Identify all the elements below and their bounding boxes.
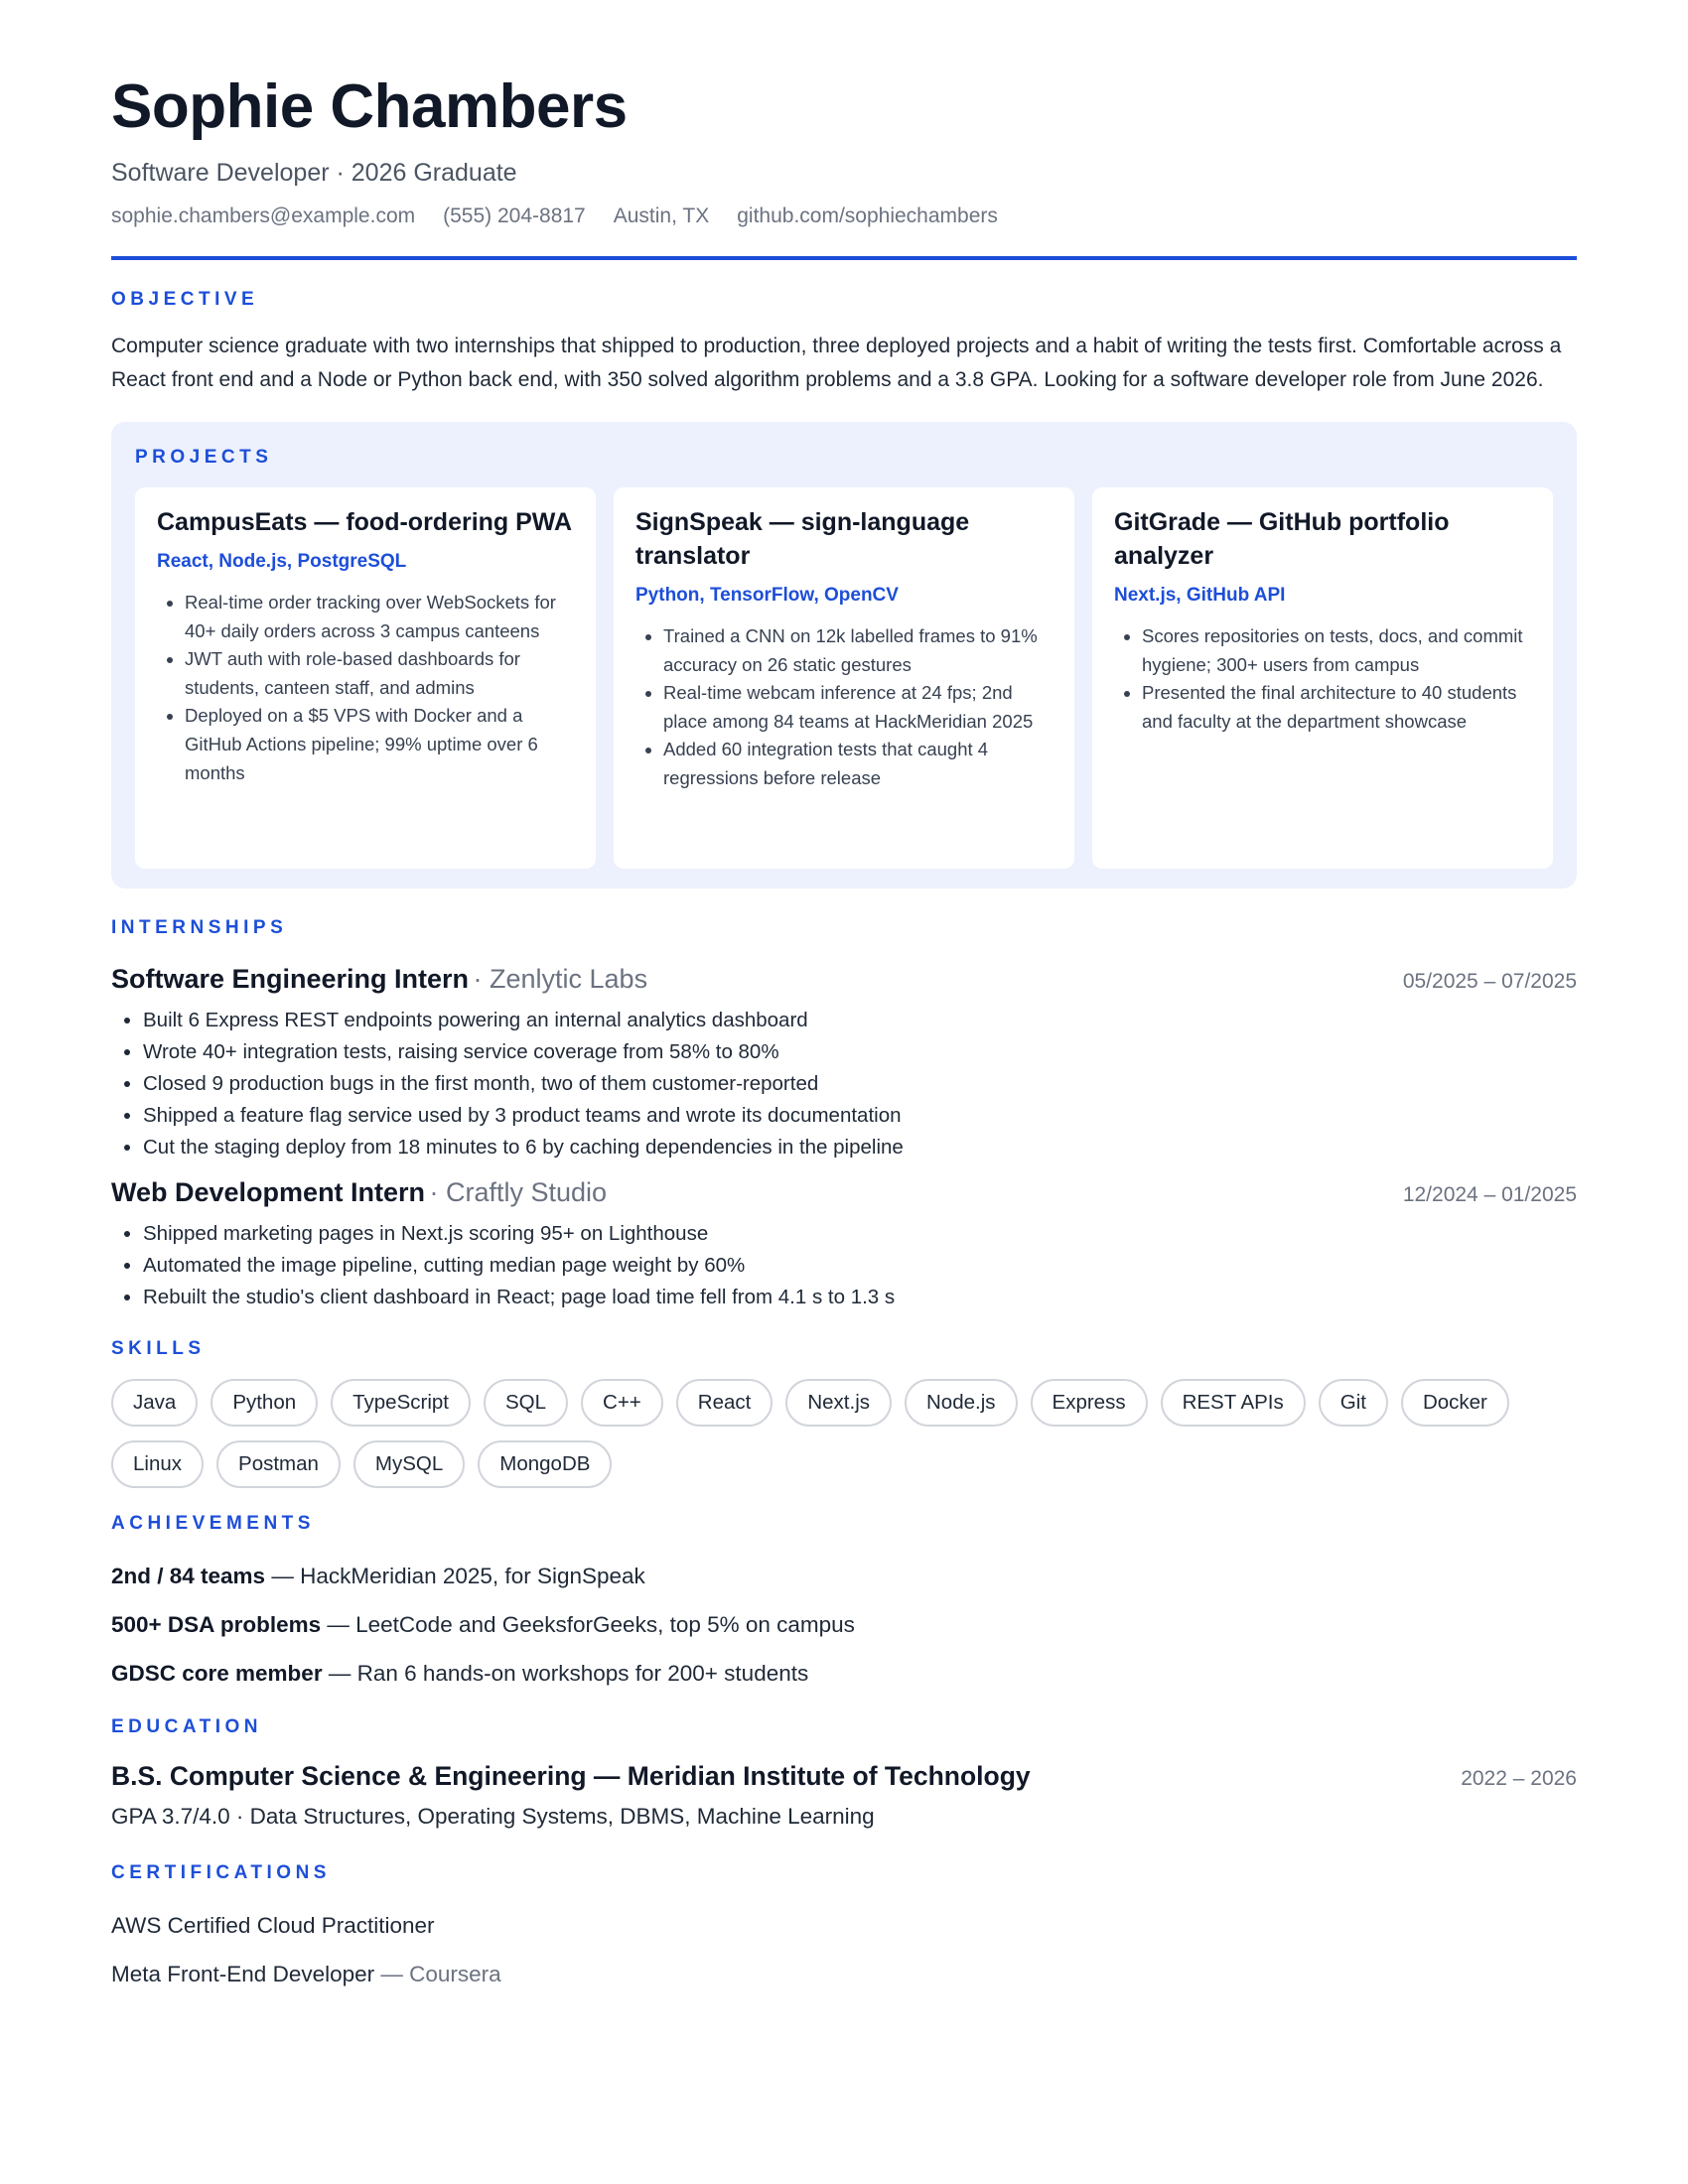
- section-title-education: EDUCATION: [111, 1716, 263, 1737]
- project-bullet: • JWT auth with role-based dashboards for students, canteen staff, and admins: [185, 645, 574, 702]
- project-bullet: • Added 60 integration tests that caught 4 regressions before release: [663, 736, 1053, 792]
- skill-chip: TypeScript: [331, 1379, 471, 1427]
- education-dates: 2022 – 2026: [1461, 1767, 1577, 1790]
- project-bullet: • Scores repositories on tests, docs, and commit hygiene; 300+ users from campus: [1142, 622, 1531, 679]
- internship-dates: 12/2024 – 01/2025: [1402, 1183, 1577, 1206]
- certification-issuer: — Coursera: [374, 1962, 501, 1986]
- candidate-name: Sophie Chambers: [111, 72, 628, 141]
- skill-chip: MongoDB: [478, 1440, 612, 1488]
- skill-chip: Java: [111, 1379, 198, 1427]
- internship-bullet: • Cut the staging deploy from 18 minutes to 6 by caching dependencies in the pipeline: [143, 1132, 1577, 1163]
- skills-section: [111, 1337, 1577, 1488]
- internship-bullet: • Shipped marketing pages in Next.js scoring 95+ on Lighthouse: [143, 1218, 1577, 1250]
- project-bullet: • Real-time webcam inference at 24 fps; 2nd place among 84 teams at HackMeridian 2025: [663, 679, 1053, 736]
- education-section: [111, 1715, 1577, 1832]
- candidate-subtitle: Software Developer · 2026 Graduate: [111, 159, 517, 187]
- contact-github[interactable]: github.com/sophiechambers: [737, 205, 998, 227]
- achievements-section: [111, 1512, 1577, 1698]
- contact-phone[interactable]: (555) 204-8817: [443, 205, 586, 227]
- internship-entry: [111, 1177, 1577, 1313]
- project-tech-stack: React, Node.js, PostgreSQL: [157, 551, 407, 572]
- section-title-objective: OBJECTIVE: [111, 289, 259, 310]
- section-title-skills: SKILLS: [111, 1338, 206, 1359]
- contact-location: Austin, TX: [613, 205, 710, 227]
- project-grid: [135, 487, 1553, 869]
- certification-list: [111, 1901, 1577, 1998]
- skill-chip-list: [111, 1379, 1577, 1488]
- certification-name: Meta Front-End Developer: [111, 1962, 375, 1986]
- internship-bullets: [111, 1005, 1577, 1163]
- certification-item: [111, 1901, 1577, 1950]
- project-bullet: • Trained a CNN on 12k labelled frames to 91% accuracy on 26 static gestures: [663, 622, 1053, 679]
- internship-bullet: • Automated the image pipeline, cutting median page weight by 60%: [143, 1250, 1577, 1282]
- education-degree: B.S. Computer Science & Engineering — Meridian Institute of Technology: [111, 1761, 1031, 1791]
- internship-bullet: • Built 6 Express REST endpoints powering an internal analytics dashboard: [143, 1005, 1577, 1036]
- contact-line: [111, 203, 1577, 230]
- internship-bullets: [111, 1218, 1577, 1313]
- achievement-headline: GDSC core member: [111, 1661, 323, 1686]
- skill-chip: Postman: [216, 1440, 341, 1488]
- achievement-item: [111, 1552, 1577, 1600]
- project-title: CampusEats — food-ordering PWA: [157, 508, 573, 536]
- project-title: SignSpeak — sign-language translator: [635, 508, 970, 570]
- achievement-item: [111, 1649, 1577, 1698]
- skill-chip: MySQL: [353, 1440, 465, 1488]
- achievement-headline: 2nd / 84 teams: [111, 1564, 266, 1588]
- contact-email[interactable]: sophie.chambers@example.com: [111, 205, 416, 227]
- achievement-detail: — LeetCode and GeeksforGeeks, top 5% on campus: [321, 1612, 855, 1637]
- skill-chip: REST APIs: [1161, 1379, 1306, 1427]
- section-title-achievements: ACHIEVEMENTS: [111, 1513, 315, 1534]
- achievement-headline: 500+ DSA problems: [111, 1612, 322, 1637]
- skill-chip: SQL: [484, 1379, 568, 1427]
- project-title: GitGrade — GitHub portfolio analyzer: [1114, 508, 1450, 570]
- internship-company: · Zenlytic Labs: [473, 964, 648, 994]
- project-card-signspeak: [614, 487, 1074, 869]
- internship-bullet: • Rebuilt the studio's client dashboard in React; page load time fell from 4.1 s to 1.3 s: [143, 1282, 1577, 1313]
- skill-chip: C++: [581, 1379, 663, 1427]
- internship-bullet: • Wrote 40+ integration tests, raising service coverage from 58% to 80%: [143, 1036, 1577, 1068]
- skill-chip: Python: [211, 1379, 318, 1427]
- certification-item: [111, 1950, 1577, 1998]
- skill-chip: Linux: [111, 1440, 204, 1488]
- project-card-gitgrade: [1092, 487, 1553, 869]
- internship-role: Software Engineering Intern: [111, 964, 470, 994]
- achievement-item: [111, 1600, 1577, 1649]
- certifications-section: [111, 1861, 1577, 1998]
- project-card-campuseats: [135, 487, 596, 869]
- projects-section: [111, 422, 1577, 888]
- achievement-detail: — HackMeridian 2025, for SignSpeak: [265, 1564, 645, 1588]
- objective-text: Computer science graduate with two internships that shipped to production, three deployed projects and a habit of writing the tests first. Comfortable across a React front end and a Node or Python back end, with 350 solved algorithm problems and a 3.8 GPA. Looking for a software developer role from June 2026.: [111, 335, 1562, 391]
- project-bullet: • Presented the final architecture to 40 students and faculty at the department showcase: [1142, 679, 1531, 736]
- internship-dates: 05/2025 – 07/2025: [1402, 970, 1577, 993]
- skill-chip: Git: [1319, 1379, 1388, 1427]
- section-title-certifications: CERTIFICATIONS: [111, 1862, 331, 1883]
- project-bullet: • Real-time order tracking over WebSockets for 40+ daily orders across 3 campus canteens: [185, 589, 574, 645]
- internships-section: [111, 916, 1577, 1313]
- achievement-list: [111, 1552, 1577, 1698]
- internship-bullet: • Shipped a feature flag service used by 3 product teams and wrote its documentation: [143, 1100, 1577, 1132]
- resume-header: [111, 0, 1577, 260]
- skill-chip: Express: [1031, 1379, 1148, 1427]
- internship-role: Web Development Intern: [111, 1177, 426, 1207]
- section-title-projects: PROJECTS: [135, 447, 273, 468]
- skill-chip: Node.js: [905, 1379, 1018, 1427]
- education-detail: GPA 3.7/4.0 · Data Structures, Operating Systems, DBMS, Machine Learning: [111, 1804, 875, 1829]
- internship-company: · Craftly Studio: [429, 1177, 608, 1207]
- project-bullets: [635, 622, 1053, 793]
- header-divider: [111, 256, 1577, 260]
- project-bullets: [157, 589, 574, 787]
- project-tech-stack: Python, TensorFlow, OpenCV: [635, 585, 899, 606]
- achievement-detail: — Ran 6 hands-on workshops for 200+ students: [322, 1661, 809, 1686]
- internship-bullet: • Closed 9 production bugs in the first month, two of them customer-reported: [143, 1068, 1577, 1100]
- section-title-internships: INTERNSHIPS: [111, 917, 288, 938]
- objective-section: [111, 288, 1577, 397]
- skill-chip: Docker: [1401, 1379, 1509, 1427]
- education-header: [111, 1761, 1577, 1792]
- skill-chip: Next.js: [785, 1379, 892, 1427]
- skill-chip: React: [676, 1379, 774, 1427]
- certification-name: AWS Certified Cloud Practitioner: [111, 1913, 435, 1938]
- project-bullets: [1114, 622, 1531, 736]
- internship-entry: [111, 964, 1577, 1163]
- internship-header: [111, 1177, 1577, 1208]
- internship-header: [111, 964, 1577, 995]
- project-bullet: • Deployed on a $5 VPS with Docker and a GitHub Actions pipeline; 99% uptime over 6 months: [185, 702, 574, 787]
- project-tech-stack: Next.js, GitHub API: [1114, 585, 1286, 606]
